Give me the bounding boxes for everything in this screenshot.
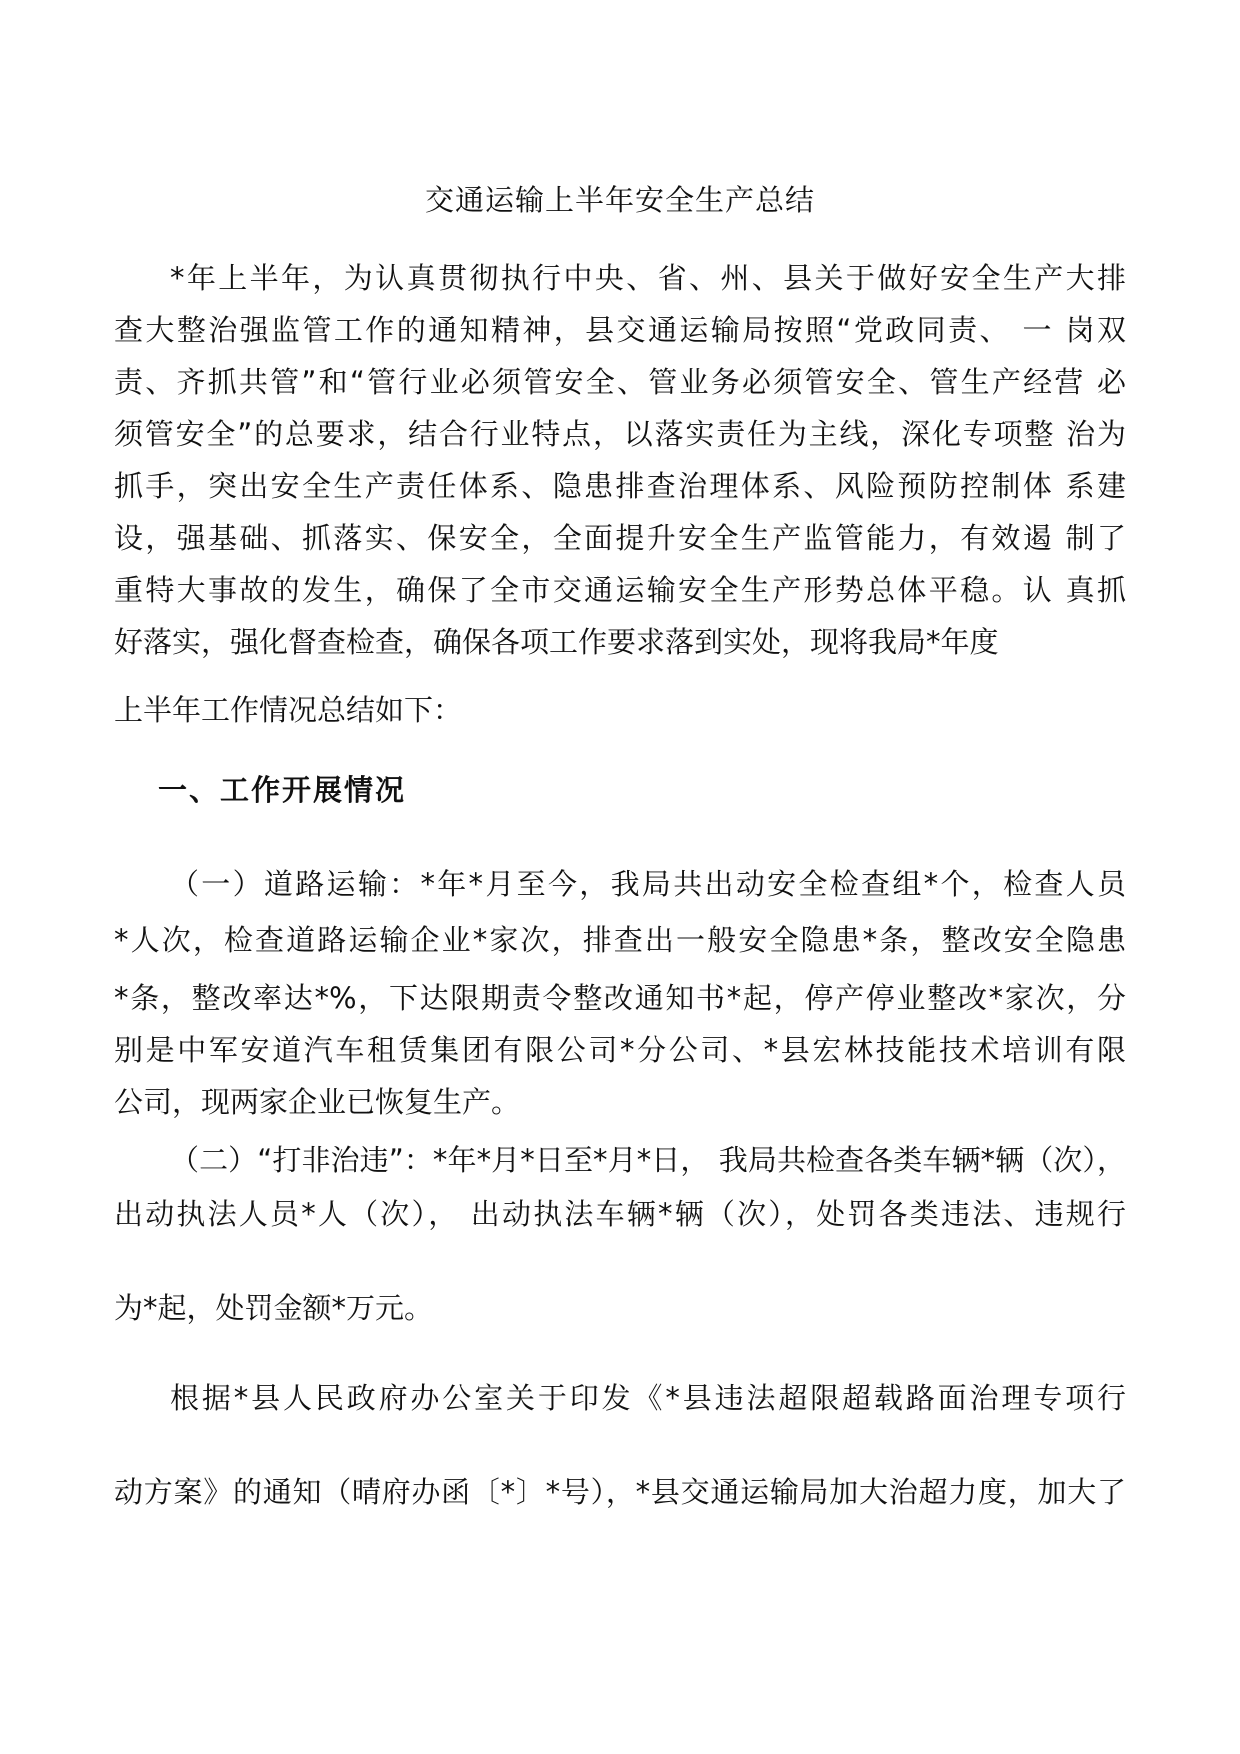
paragraph-line: 抓手，突出安全生产责任体系、隐患排查治理体系、风险预防控制体 系建	[114, 469, 1126, 503]
paragraph-line: 公司，现两家企业已恢复生产。	[114, 1085, 521, 1119]
paragraph-line: 上半年工作情况总结如下：	[114, 693, 463, 727]
document-title: 交通运输上半年安全生产总结	[424, 183, 815, 217]
paragraph-line: 出动执法人员*人（次）， 出动执法车辆*辆（次），处罚各类违法、违规行	[114, 1197, 1126, 1231]
paragraph-line: *条，整改率达*%，下达限期责令整改通知书*起，停产停业整改*家次，分	[114, 981, 1126, 1015]
paragraph-line: 好落实，强化督查检查，确保各项工作要求落到实处，现将我局*年度	[114, 625, 999, 659]
paragraph-line: *人次，检查道路运输企业*家次，排查出一般安全隐患*条，整改安全隐患	[114, 923, 1126, 957]
section-heading: 一、工作开展情况	[158, 773, 407, 807]
paragraph-line: 动方案》的通知（晴府办函〔*〕*号），*县交通运输局加大治超力度，加大了	[114, 1475, 1126, 1509]
paragraph-line: （二）“打非治违”：*年*月*日至*月*日， 我局共检查各类车辆*辆（次），	[170, 1143, 1126, 1177]
paragraph-line: 设，强基础、抓落实、保安全，全面提升安全生产监管能力，有效遏 制了	[114, 521, 1126, 555]
paragraph-line: 为*起，处罚金额*万元。	[114, 1291, 434, 1325]
paragraph-line: 根据*县人民政府办公室关于印发《*县违法超限超载路面治理专项行	[170, 1381, 1126, 1415]
paragraph-line: 重特大事故的发生，确保了全市交通运输安全生产形势总体平稳。认 真抓	[114, 573, 1126, 607]
paragraph-line: 查大整治强监管工作的通知精神，县交通运输局按照“党政同责、 一 岗双	[114, 313, 1126, 347]
paragraph-line: 责、齐抓共管”和“管行业必须管安全、管业务必须管安全、管生产经营 必	[114, 365, 1126, 399]
paragraph-line: 别是中军安道汽车租赁集团有限公司*分公司、*县宏林技能技术培训有限	[114, 1033, 1126, 1067]
paragraph-line: 须管安全”的总要求，结合行业特点，以落实责任为主线，深化专项整 治为	[114, 417, 1126, 451]
paragraph-line: （一）道路运输：*年*月至今，我局共出动安全检查组*个，检查人员	[170, 867, 1126, 901]
paragraph-line: *年上半年，为认真贯彻执行中央、省、州、县关于做好安全生产大排	[170, 261, 1126, 295]
